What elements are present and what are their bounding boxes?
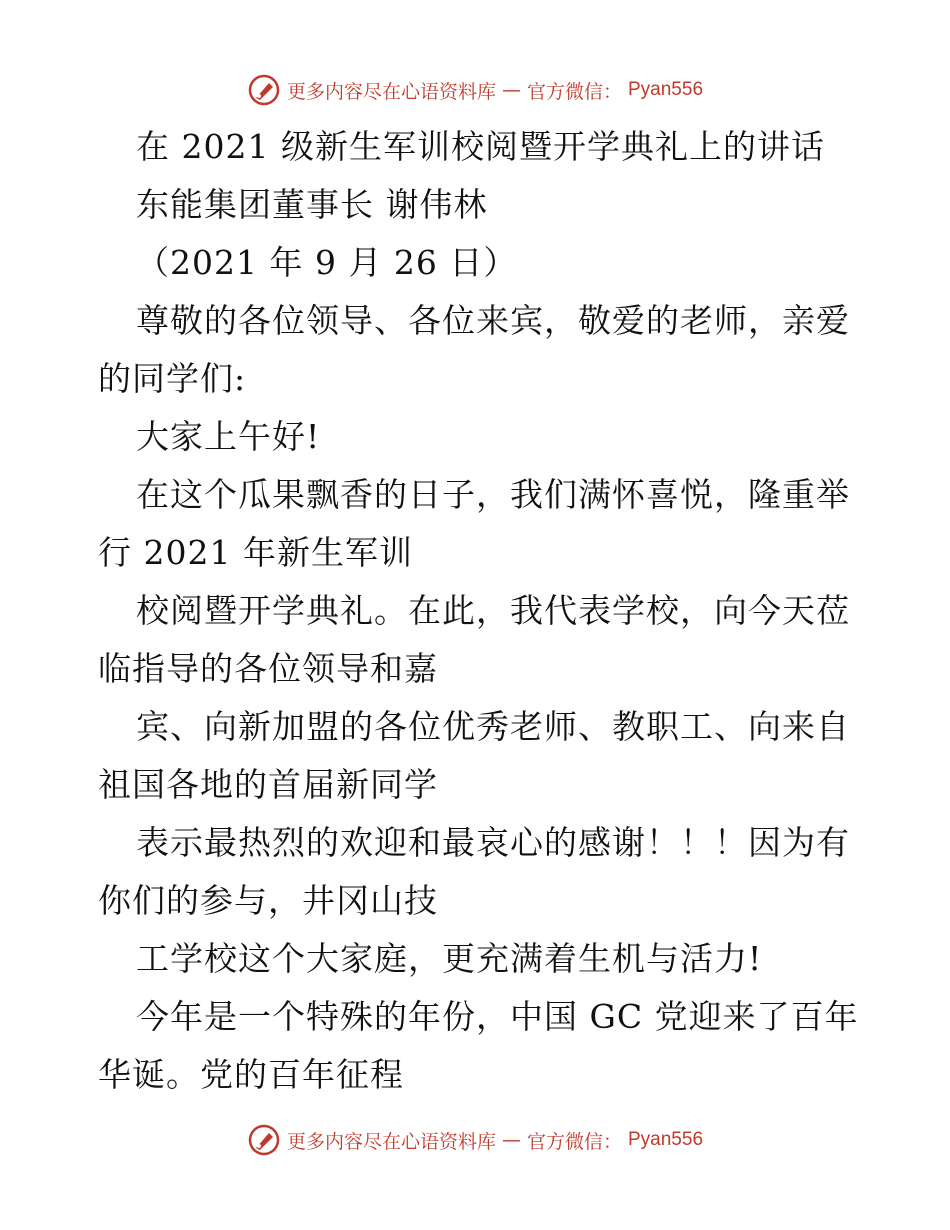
watermark-handle: Pyan556 [628, 79, 704, 100]
document-body [98, 118, 858, 1104]
paragraph-line: 华诞。党的百年征程 [98, 1055, 404, 1094]
watermark-site: 更多内容尽在心语资料库 [286, 80, 496, 103]
watermark-handle: Pyan556 [628, 1129, 704, 1150]
pen-nib-logo-icon [247, 1123, 281, 1157]
watermark-label: 官方微信： [526, 80, 622, 103]
paragraph-line: 临指导的各位领导和嘉 [98, 649, 438, 688]
paragraph-line: 你们的参与，井冈山技 [98, 881, 438, 920]
footer-watermark [0, 1120, 950, 1160]
header-watermark [0, 70, 950, 110]
paragraph-line: 表示最热烈的欢迎和最哀心的感谢！！！因为有 [136, 823, 850, 862]
watermark-label: 官方微信： [526, 1130, 622, 1153]
date-line: （2021 年 9 月 26 日） [136, 243, 518, 282]
paragraph-line: 尊敬的各位领导、各位来宾，敬爱的老师，亲爱 [136, 301, 850, 340]
watermark-site: 更多内容尽在心语资料库 [286, 1130, 496, 1153]
paragraph-line: 在这个瓜果飘香的日子，我们满怀喜悦，隆重举 [136, 475, 850, 514]
paragraph-line: 今年是一个特殊的年份，中国 GC 党迎来了百年 [136, 997, 859, 1036]
paragraph-line: 校阅暨开学典礼。在此，我代表学校，向今天莅 [136, 591, 850, 630]
speech-title: 在 2021 级新生军训校阅暨开学典礼上的讲话 [136, 127, 825, 166]
watermark-dash: — [501, 79, 521, 101]
paragraph-line: 工学校这个大家庭，更充满着生机与活力! [136, 939, 763, 978]
watermark-dash: — [501, 1129, 521, 1151]
pen-nib-logo-icon [247, 73, 281, 107]
speaker-line: 东能集团董事长 谢伟林 [136, 185, 488, 224]
paragraph-line: 行 2021 年新生军训 [98, 533, 413, 572]
paragraph-line: 的同学们: [98, 359, 247, 398]
paragraph-line: 大家上午好! [136, 417, 321, 456]
paragraph-line: 祖国各地的首届新同学 [98, 765, 438, 804]
paragraph-line: 宾、向新加盟的各位优秀老师、教职工、向来自 [136, 707, 850, 746]
